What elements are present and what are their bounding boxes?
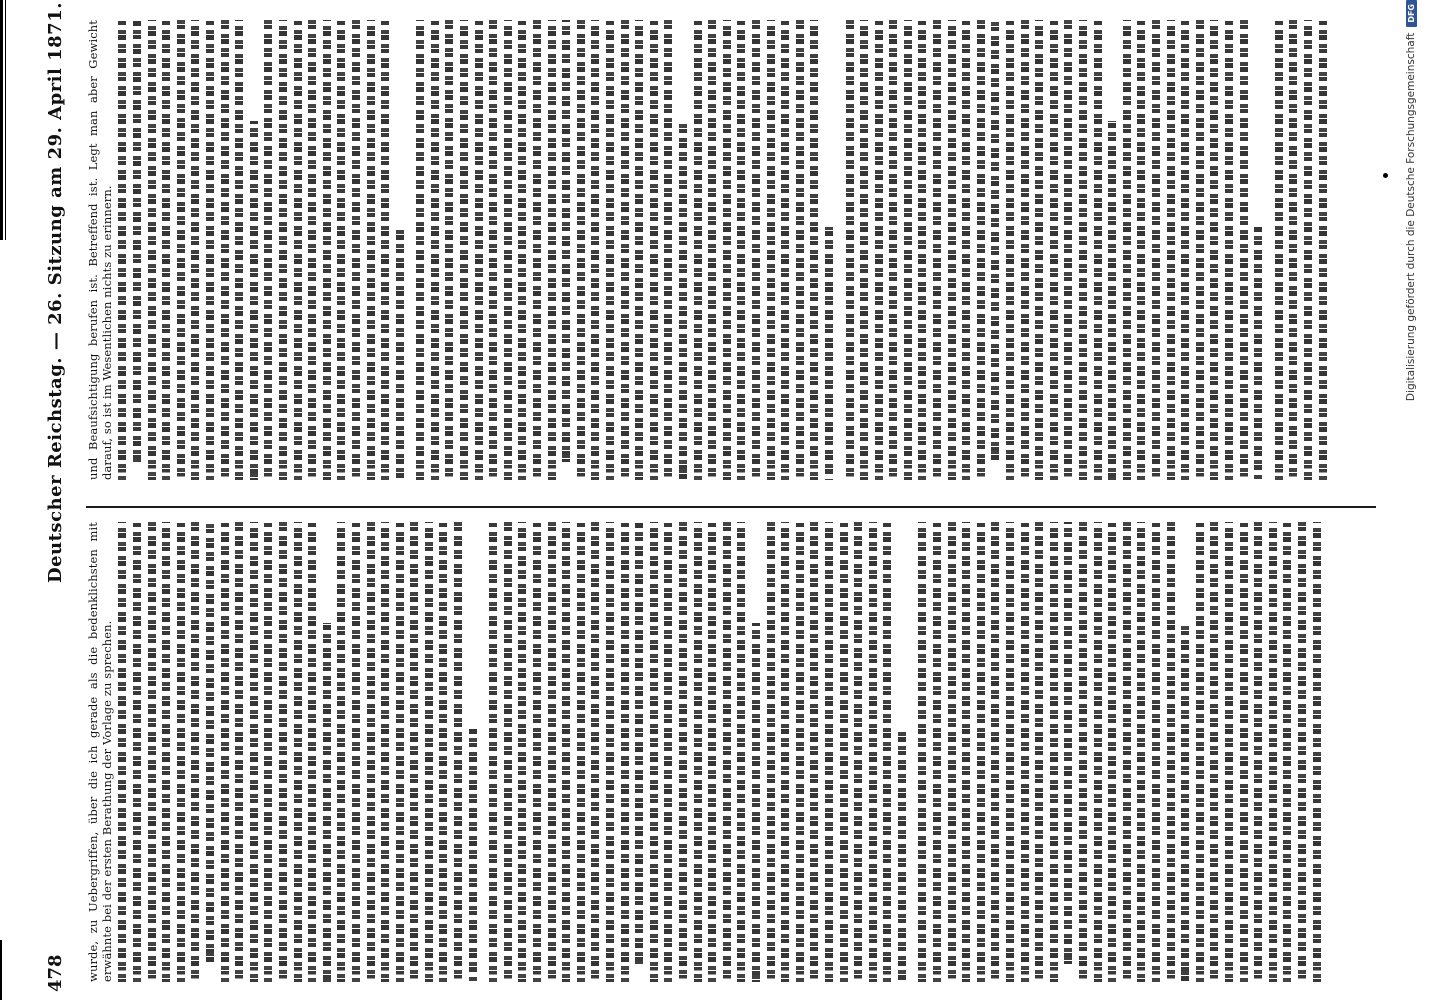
text-line [767, 522, 775, 982]
text-line [962, 522, 970, 982]
text-line [308, 20, 316, 480]
text-line [977, 522, 985, 982]
text-line [279, 20, 287, 480]
column-divider [86, 506, 1376, 508]
text-line [1021, 522, 1029, 982]
text-line [416, 20, 424, 480]
text-line [533, 522, 541, 982]
text-line [933, 20, 941, 480]
text-line [1035, 20, 1043, 480]
text-line [708, 20, 716, 480]
text-line [1225, 522, 1233, 982]
text-line [1275, 20, 1283, 480]
text-line [1006, 20, 1014, 480]
text-line [177, 522, 185, 982]
text-line [1152, 20, 1160, 480]
text-column-left [86, 522, 1376, 982]
text-line [679, 121, 687, 480]
text-line [133, 20, 141, 462]
text-line [548, 522, 556, 982]
text-line [1123, 522, 1131, 982]
text-line [1108, 121, 1116, 480]
text-line [1304, 20, 1312, 480]
text-line [591, 20, 599, 480]
text-line [337, 522, 345, 982]
text-line [294, 20, 302, 480]
text-line [1152, 522, 1160, 982]
text-line [489, 20, 497, 480]
text-line [454, 522, 462, 982]
text-line [694, 522, 702, 982]
text-line [1123, 20, 1131, 480]
text-line [235, 20, 243, 480]
text-line [621, 20, 629, 480]
text-line [723, 20, 731, 480]
text-line [352, 522, 360, 982]
text-line [1064, 522, 1072, 964]
text-line [875, 20, 883, 480]
text-line [1240, 522, 1248, 982]
text-line [898, 729, 906, 982]
text-column-right [86, 20, 1376, 480]
text-line [1225, 20, 1233, 480]
text-line [846, 20, 854, 480]
text-line [1254, 227, 1262, 480]
text-line [1064, 20, 1072, 480]
text-line [1050, 522, 1058, 982]
column-text-lines [118, 20, 1326, 480]
text-line [431, 20, 439, 480]
text-line [977, 20, 985, 480]
text-line [796, 522, 804, 982]
page-header [20, 2, 90, 992]
text-line [323, 623, 331, 982]
text-line [781, 522, 789, 982]
text-line [518, 20, 526, 480]
text-line [1319, 20, 1327, 480]
text-line [1313, 522, 1321, 982]
text-line [962, 20, 970, 480]
text-line [1283, 522, 1291, 982]
text-line [235, 522, 243, 982]
text-line [489, 522, 497, 982]
text-line [810, 20, 818, 480]
text-line [191, 20, 199, 480]
text-line [279, 522, 287, 982]
text-line [1210, 522, 1218, 982]
column-excerpt-left: wurde, zu Uebergriffen, über die ich gerade als die bedenklichsten mit erwähnte bei der ersten Berathung der Vorlage zu sprechen. [86, 522, 115, 982]
text-line [337, 20, 345, 480]
text-line [396, 522, 404, 982]
text-line [860, 20, 868, 480]
text-line [118, 522, 126, 982]
text-line [1298, 522, 1306, 982]
text-line [177, 20, 185, 480]
text-line [352, 20, 360, 480]
text-line [991, 20, 999, 462]
text-line [191, 522, 199, 982]
text-line [206, 20, 214, 480]
column-excerpt-right: und Beaufsichtigung berufen ist. Betreffend ist. Legt man aber Gewicht darauf, so ist im Wesentlichen nichts zu erinnern. [86, 20, 115, 480]
text-line [577, 20, 585, 480]
text-line [439, 522, 447, 982]
text-line [504, 20, 512, 480]
text-line [133, 522, 141, 982]
text-line [1196, 522, 1204, 982]
text-line [577, 522, 585, 982]
text-line [796, 20, 804, 480]
text-line [367, 20, 375, 480]
dfg-notice-text: Digitalisierung gefördert durch die Deutsche Forschungsgemeinschaft [1405, 32, 1417, 402]
text-line [708, 522, 716, 982]
text-line [621, 522, 629, 982]
text-line [664, 20, 672, 480]
text-line [381, 20, 389, 480]
text-line [381, 522, 389, 982]
text-line [162, 522, 170, 982]
text-line [1289, 20, 1297, 480]
text-line [410, 522, 418, 982]
text-line [250, 522, 258, 982]
text-line [650, 522, 658, 982]
text-line [635, 522, 643, 964]
text-line [883, 522, 891, 982]
text-line [752, 20, 760, 480]
text-line [562, 522, 570, 982]
text-line [1094, 522, 1102, 982]
text-line [1021, 20, 1029, 480]
text-line [1167, 20, 1175, 480]
text-line [1210, 20, 1218, 480]
dfg-logo: DFG [1406, 0, 1417, 27]
text-line [933, 522, 941, 982]
text-line [918, 522, 926, 982]
text-line [148, 20, 156, 480]
text-line [825, 227, 833, 480]
text-line [723, 522, 731, 982]
text-line [1079, 522, 1087, 982]
page-number: 478 [44, 954, 66, 992]
text-line [1035, 522, 1043, 982]
text-line [206, 522, 214, 964]
text-line [664, 522, 672, 982]
text-line [889, 20, 897, 480]
text-line [367, 522, 375, 982]
text-line [264, 522, 272, 982]
text-line [445, 20, 453, 480]
text-line [810, 522, 818, 982]
text-line [737, 20, 745, 480]
text-line [162, 20, 170, 480]
text-line [475, 20, 483, 480]
text-line [840, 522, 848, 982]
text-line [869, 522, 877, 982]
text-line [396, 227, 404, 480]
text-line [679, 522, 687, 982]
text-line [1050, 20, 1058, 480]
text-line [767, 20, 775, 480]
text-line [562, 20, 570, 462]
text-line [991, 522, 999, 982]
text-line [1254, 522, 1262, 982]
text-line [308, 522, 316, 982]
text-line [264, 20, 272, 480]
text-line [606, 522, 614, 982]
text-line [1181, 20, 1189, 480]
text-line [221, 522, 229, 982]
text-line [904, 20, 912, 480]
text-line [1269, 522, 1277, 982]
text-line [1240, 20, 1248, 480]
text-line [294, 522, 302, 982]
running-title: Deutscher Reichstag. — 26. Sitzung am 29. April 1871. [44, 2, 66, 584]
text-line [425, 522, 433, 982]
text-line [752, 623, 760, 982]
text-line [504, 522, 512, 982]
text-line [148, 522, 156, 982]
text-line [118, 20, 126, 480]
text-line [469, 729, 477, 982]
text-line [533, 20, 541, 480]
text-line [1196, 20, 1204, 480]
text-line [650, 20, 658, 480]
text-line [781, 20, 789, 480]
text-line [635, 20, 643, 480]
text-line [1167, 522, 1175, 982]
text-line [1137, 522, 1145, 982]
text-line [606, 20, 614, 480]
text-line [548, 20, 556, 480]
text-line [1108, 522, 1116, 982]
text-line [948, 522, 956, 982]
text-line [1006, 522, 1014, 982]
column-text-lines [118, 522, 1320, 982]
text-line [1137, 20, 1145, 480]
text-line [591, 522, 599, 982]
dfg-notice [1396, 0, 1426, 1000]
text-line [1181, 623, 1189, 982]
text-line [323, 20, 331, 480]
text-line [1094, 20, 1102, 480]
text-line [460, 20, 468, 480]
text-line [250, 121, 258, 480]
text-line [825, 522, 833, 982]
text-line [948, 20, 956, 480]
text-line [737, 522, 745, 982]
text-line [854, 522, 862, 982]
text-line [1079, 20, 1087, 480]
text-line [221, 20, 229, 480]
text-line [918, 20, 926, 480]
text-line [518, 522, 526, 982]
text-line [694, 20, 702, 480]
